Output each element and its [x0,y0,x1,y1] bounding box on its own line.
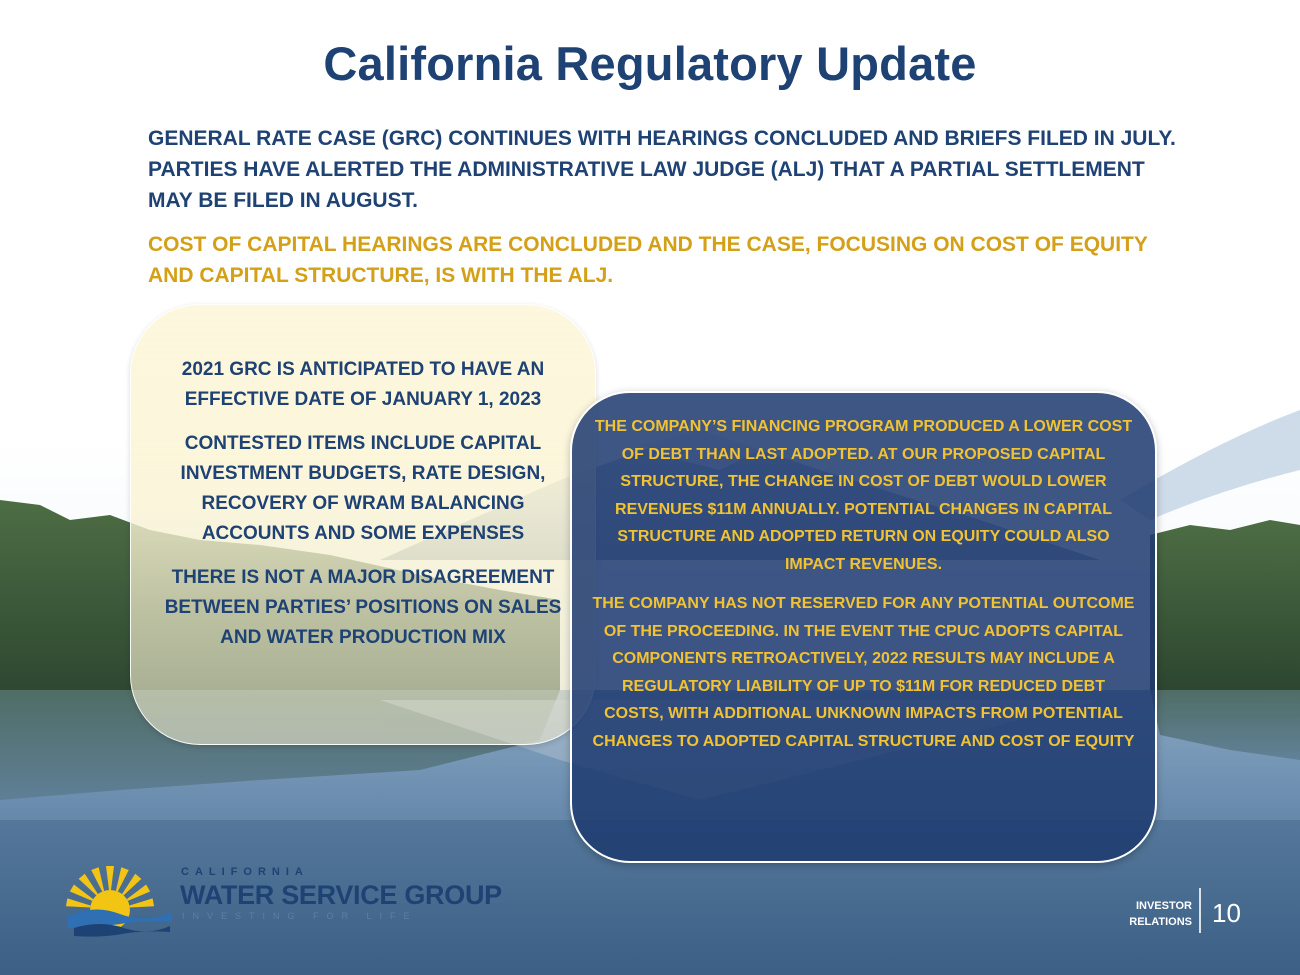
sales-production-mix-text: THERE IS NOT A MAJOR DISAGREEMENT BETWEEN PARTIES’ POSITIONS ON SALES AND WATER PRODUCTION MIX [164,567,562,648]
company-logo [64,858,514,938]
cost-of-capital-summary-text: COST OF CAPITAL HEARINGS ARE CONCLUDED AND THE CASE, FOCUSING ON COST OF EQUITY AND CAPITAL STRUCTURE, IS WITH THE ALJ. [148,233,1148,287]
grc-summary-text: GENERAL RATE CASE (GRC) CONTINUES WITH HEARINGS CONCLUDED AND BRIEFS FILED IN JULY. PARTIES HAVE ALERTED THE ADMINISTRATIVE LAW JUDGE (ALJ) THAT A PARTIAL SETTLEMENT MAY BE FILED IN AUGUST. [148,127,1176,212]
cost-of-capital-details-card [570,391,1157,863]
investor-relations-label [1100,898,1192,930]
page-number: 10 [1212,898,1241,928]
footer-divider [1199,888,1201,933]
contested-items-text: CONTESTED ITEMS INCLUDE CAPITAL INVESTMENT BUDGETS, RATE DESIGN, RECOVERY OF WRAM BALANCING ACCOUNTS AND SOME EXPENSES [180,433,546,544]
logo-tagline: INVESTING FOR LIFE [182,911,418,921]
logo-company-name: WATER SERVICE GROUP [180,880,502,910]
grc-details-card [130,304,596,745]
logo-top-line: CALIFORNIA [181,866,309,878]
grc-effective-date-text: 2021 GRC IS ANTICIPATED TO HAVE AN EFFECTIVE DATE OF JANUARY 1, 2023 [181,359,545,410]
slide-title: California Regulatory Update [323,37,977,90]
reserve-outcome-text: THE COMPANY HAS NOT RESERVED FOR ANY POTENTIAL OUTCOME OF THE PROCEEDING. IN THE EVENT THE CPUC ADOPTS CAPITAL COMPONENTS RETROACTIVELY, 2022 RESULTS MAY INCLUDE A REGULATORY LIABILITY OF UP TO $11M FOR REDUCED DEBT COSTS, WITH ADDITIONAL UNKNOWN IMPACTS FROM POTENTIAL CHANGES TO ADOPTED CAPITAL STRUCTURE AND COST OF EQUITY [592,595,1135,750]
sun-waves-logo-icon [64,858,174,938]
ir-line-1: INVESTOR [1135,900,1192,912]
financing-program-text: THE COMPANY’S FINANCING PROGRAM PRODUCED A LOWER COST OF DEBT THAN LAST ADOPTED. AT OUR PROPOSED CAPITAL STRUCTURE, THE CHANGE IN COST OF DEBT WOULD LOWER REVENUES $11M ANNUALLY. POTENTIAL CHANGES IN CAPITAL STRUCTURE AND ADOPTED RETURN ON EQUITY COULD ALSO IMPACT REVENUES. [594,418,1133,573]
ir-line-2: RELATIONS [1129,916,1192,928]
